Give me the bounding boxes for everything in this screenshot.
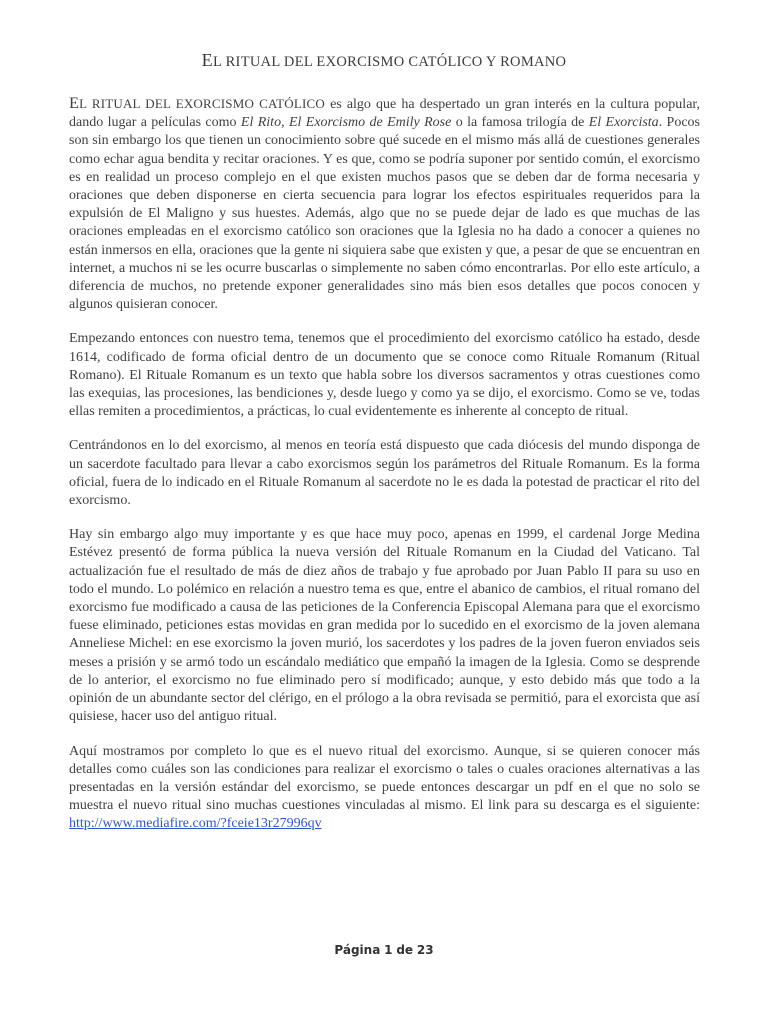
page-total: 23 [416,943,434,957]
title-initial: E [201,50,214,70]
paragraph-1-text-a: es algo que ha despertado un gran interés en la cultura popular, dando lugar a películas como [69,97,701,131]
page-footer [0,943,768,957]
film-title-emily-rose: El Exorcismo de Emily Rose [288,115,452,131]
film-title-el-exorcista: El Exorcista [588,115,659,131]
lead-initial: E [69,94,80,112]
paragraph-1-text-b: o la famosa trilogía de [451,115,589,131]
paragraph-5 [69,743,700,834]
lead-text: L RITUAL DEL EXORCISMO CATÓLICO [79,96,325,111]
download-link[interactable]: http://www.mediafire.com/?fceie13r27996qv [69,816,322,832]
document-body [69,94,700,850]
film-title-el-rito: El Rito [240,115,282,131]
paragraph-3: Centrándonos en lo del exorcismo, al menos en teoría está dispuesto que cada diócesis del mundo disponga de un sacerdote facultado para llevar a cabo exorcismos según los parámetros del Rituale Romanum. Es la forma oficial, fuera de lo indicado en el Rituale Romanum al sacerdote no le es dada la potestad de practicar el rito del exorcismo. [69,438,700,509]
paragraph-4: Hay sin embargo algo muy importante y es que hace muy poco, apenas en 1999, el cardenal Jorge Medina Estévez presentó de forma pública la nueva versión del Rituale Romanum en la Ciudad del Vaticano. Tal actualización fue el resultado de más de diez años de trabajo y fue aprobado por Juan Pablo II para su uso en todo el mundo. Lo polémico en relación a nuestro tema es que, entre el abanico de cambios, el ritual romano del exorcismo fue modificado a causa de las peticiones de la Conferencia Episcopal Alemana para que el exorcismo fuese eliminado, peticiones estas movidas en gran medida por lo sucedido en el exorcismo de la joven alemana Anneliese Michel: en ese exorcismo la joven murió, los sacerdotes y los padres de la joven fueron enviados seis meses a prisión y se armó todo un escándalo mediático que empañó la imagen de la Iglesia. Como se desprende de lo anterior, el exorcismo no fue eliminado pero sí modificado; aunque, y esto debido más que todo a la opinión de un abundante sector del clérigo, en el prólogo a la obra revisada se permitió, para el exorcista que así quisiese, hacer uso del antiguo ritual. [69,527,700,725]
paragraph-5-text: Aquí mostramos por completo lo que es el nuevo ritual del exorcismo. Aunque, si se quieren conocer más detalles como cuáles son las condiciones para realizar el exorcismo o tales o cuales oraciones alternativas a las presentadas en la versión estándar del exorcismo, se puede entonces descargar un pdf en el que no solo se muestra el nuevo ritual sino muchas cuestiones vinculadas al mismo. El link para su descarga es el siguiente: [69,743,700,814]
paragraph-1-sep: , [281,115,289,131]
page-number: 1 [384,943,393,957]
paragraph-1-text-c: . Pocos son sin embargo los que tienen un conocimiento sobre qué sucede en el mismo más allá de cuestiones generales como echar agua bendita y recitar oraciones. Y es que, como se podría suponer por sentido común, el exorcismo es en realidad un proceso complejo en el que existen muchos pasos que se deben dar de forma necesaria y oraciones que deben disponerse en cierta secuencia para lograr los efectos espirituales requeridos para la expulsión de El Maligno y sus huestes. Además, algo que no se puede dejar de lado es que muchas de las oraciones empleadas en el exorcismo católico son oraciones que la Iglesia no ha dado a conocer a quienes no están inmersos en ella, oraciones que la gente ni siquiera sabe que existen y que, a pesar de que se encuentran en internet, a muchos ni se les ocurre buscarlas o simplemente no saben cómo encontrarlas. Por ello este artículo, a diferencia de muchos, no pretende exponer generalidades sino más bien esos detalles que pocos conocen y algunos quisieran conocer. [69,115,701,313]
page-label: Página [334,943,381,957]
paragraph-2: Empezando entonces con nuestro tema, tenemos que el procedimiento del exorcismo católico ha estado, desde 1614, codificado de forma oficial dentro de un documento que se conoce como Rituale Romanum (Ritual Romano). El Rituale Romanum es un texto que habla sobre los diversos sacramentos y otras cuestiones como las exequias, las procesiones, las bendiciones y, desde luego y como ya se dijo, el exorcismo. Como se ve, todas ellas remiten a procedimientos, a prácticas, lo cual evidentemente es inherente al concepto de ritual. [69,331,700,420]
title-text: L RITUAL DEL EXORCISMO CATÓLICO Y ROMANO [213,54,567,70]
paragraph-1 [69,94,700,314]
page-of: de [396,943,414,957]
document-title [0,50,768,71]
lead-phrase [69,96,325,111]
